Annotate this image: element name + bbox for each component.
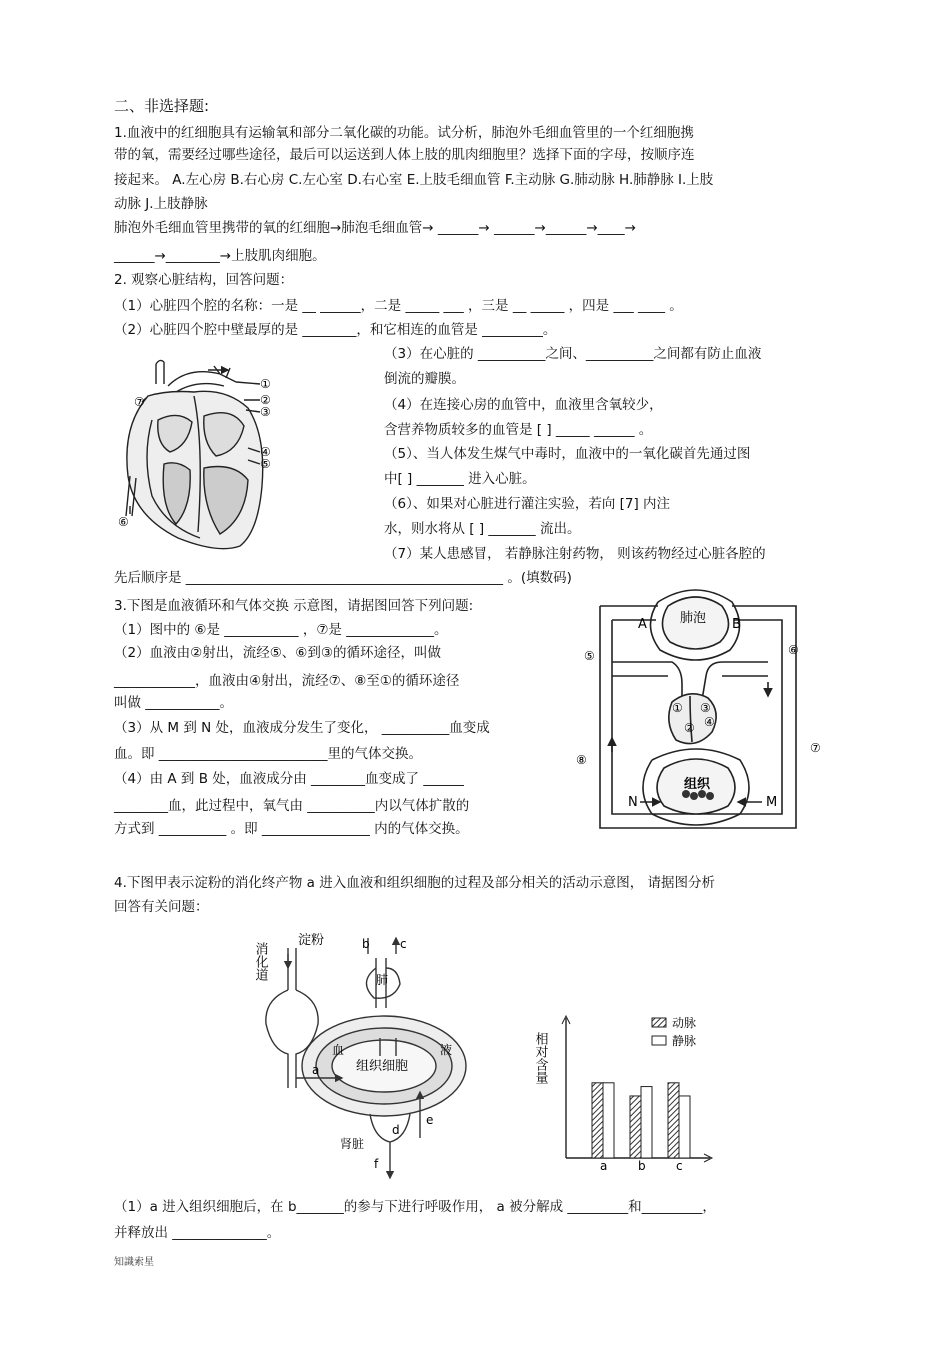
x-tick-b: b bbox=[638, 1159, 646, 1173]
point-n-label: N bbox=[628, 795, 638, 810]
e-label: e bbox=[426, 1113, 434, 1127]
heart-diagram bbox=[108, 356, 288, 561]
q2-line-4: （3）在心脏的 __________之间、__________之间都有防止血液 bbox=[384, 346, 762, 362]
bar-chart bbox=[532, 1012, 716, 1174]
legend-vein-swatch bbox=[652, 1036, 666, 1045]
starch-label: 淀粉 bbox=[298, 933, 325, 948]
q4-line-1: 4.下图甲表示淀粉的消化终产物 a 进入血液和组织细胞的过程及部分相关的活动示意图， 请据图分析 bbox=[114, 875, 716, 891]
blood-label: 血 bbox=[332, 1043, 345, 1057]
circ-label-8: ⑧ bbox=[576, 753, 587, 767]
bar-a-vein bbox=[603, 1083, 614, 1158]
heart-label-5: ⑤ bbox=[260, 457, 271, 471]
tract-label: 消化道 bbox=[252, 942, 268, 981]
q4-line-2: 回答有关问题： bbox=[114, 899, 209, 915]
q2-line-12: （7）某人患感冒， 若静脉注射药物， 则该药物经过心脏各腔的 bbox=[384, 546, 766, 562]
heart-label-7: ⑦ bbox=[134, 395, 145, 409]
f-label: f bbox=[374, 1157, 379, 1171]
q3-line-7: 血。即 _________________________里的气体交换。 bbox=[114, 746, 423, 762]
a-label: a bbox=[312, 1063, 320, 1077]
circ-label-2: ② bbox=[684, 721, 695, 735]
circ-label-1: ① bbox=[672, 701, 683, 715]
q2-line-2: （1）心脏四个腔的名称：一是 __ ______，二是 _____ ___ ，三是 __ _____ ，四是 ___ ____ 。 bbox=[114, 298, 683, 314]
legend-artery: 动脉 bbox=[672, 1016, 697, 1030]
legend-artery-swatch bbox=[652, 1018, 666, 1027]
q3-line-10: 方式到 __________ 。即 ________________ 内的气体交换。 bbox=[114, 821, 469, 837]
q1-line-2: 带的氧，需要经过哪些途径，最后可以运送到人体上肢的肌肉细胞里？选择下面的字母，按顺序连 bbox=[114, 147, 695, 163]
bar-a-artery bbox=[592, 1083, 603, 1158]
q2-line-1: 2. 观察心脏结构，回答问题： bbox=[114, 272, 294, 288]
circ-label-5: ⑤ bbox=[584, 649, 595, 663]
q2-line-11: 水，则水将从 [ ] _______ 流出。 bbox=[384, 521, 581, 537]
bar-b-artery bbox=[630, 1096, 641, 1158]
q3-line-4: ____________，血液由④射出，流经⑦、⑧至①的循环途径 bbox=[114, 673, 460, 689]
q3-line-1: 3.下图是血液循环和气体交换 示意图，请据图回答下列问题: bbox=[114, 598, 474, 614]
heart-label-3: ③ bbox=[260, 405, 271, 419]
circ-label-7: ⑦ bbox=[810, 741, 821, 755]
digestion-diagram bbox=[250, 928, 470, 1186]
q1-line-1: 1.血液中的红细胞具有运输氧和部分二氧化碳的功能。试分析，肺泡外毛细血管里的一个红细胞携 bbox=[114, 125, 694, 141]
x-tick-c: c bbox=[676, 1159, 683, 1173]
y-axis-label: 相对含量 bbox=[532, 1032, 548, 1084]
q3-line-6: （3）从 M 到 N 处，血液成分发生了变化， __________血变成 bbox=[114, 720, 490, 736]
q1-line-5: 肺泡外毛细血管里携带的氧的红细胞→肺泡毛细血管→ ______→ ______→______→____→ bbox=[114, 220, 636, 236]
q3-line-2: （1）图中的 ⑥是 ___________ ，⑦是 _____________。 bbox=[114, 622, 448, 638]
bar-b-vein bbox=[641, 1087, 652, 1158]
alveolus-label: 肺泡 bbox=[680, 611, 707, 626]
q3-line-3: （2）血液由②射出，流经⑤、⑥到③的循环途径，叫做 bbox=[114, 645, 441, 661]
q2-line-13: 先后顺序是 _______________________________________________ 。(填数码) bbox=[114, 570, 572, 586]
q2-line-9: 中[ ] _______ 进入心脏。 bbox=[384, 471, 536, 487]
q4-line-4: 并释放出 ______________。 bbox=[114, 1225, 281, 1241]
q2-line-3: （2）心脏四个腔中壁最厚的是 ________，和它相连的血管是 _________。 bbox=[114, 322, 557, 338]
heart-label-4: ④ bbox=[260, 445, 271, 459]
circ-label-6: ⑥ bbox=[788, 643, 799, 657]
footer-note: 知識索星 bbox=[114, 1257, 154, 1268]
circ-label-4: ④ bbox=[704, 715, 715, 729]
q1-line-4: 动脉 J.上肢静脉 bbox=[114, 196, 208, 212]
point-m-label: M bbox=[766, 795, 778, 810]
heart-label-6: ⑥ bbox=[118, 515, 129, 529]
circulation-diagram bbox=[572, 592, 834, 852]
point-b-label: B bbox=[732, 617, 741, 632]
q1-line-6: ______→________→上肢肌肉细胞。 bbox=[114, 248, 326, 264]
x-tick-a: a bbox=[600, 1159, 608, 1173]
q3-line-8: （4）由 A 到 B 处，血液成分由 ________血变成了 ______ bbox=[114, 771, 464, 787]
cell-label: 组织细胞 bbox=[356, 1059, 409, 1074]
point-a-label: A bbox=[638, 617, 647, 632]
lung-label: 肺 bbox=[376, 973, 389, 987]
fluid-label: 液 bbox=[440, 1043, 453, 1057]
kidney-label: 肾脏 bbox=[340, 1137, 365, 1151]
q2-line-7: 含营养物质较多的血管是 [ ] _____ ______ 。 bbox=[384, 422, 653, 438]
circ-label-3: ③ bbox=[700, 701, 711, 715]
c-label: c bbox=[400, 937, 407, 951]
d-label: d bbox=[392, 1123, 400, 1137]
bar-c-artery bbox=[668, 1083, 679, 1158]
q2-line-5: 倒流的瓣膜。 bbox=[384, 371, 465, 387]
tissue-label: 组织 bbox=[684, 777, 711, 792]
q2-line-8: （5）、当人体发生煤气中毒时，血液中的一氧化碳首先通过图 bbox=[384, 446, 751, 462]
q3-line-9: ________血，此过程中，氧气由 __________内以气体扩散的 bbox=[114, 798, 470, 814]
q1-line-3: 接起来。 A.左心房 B.右心房 C.左心室 D.右心室 E.上肢毛细血管 F.主动脉 G.肺动脉 H.肺静脉 I.上肢 bbox=[114, 172, 714, 188]
section-title: 二、非选择题: bbox=[114, 97, 210, 115]
q2-line-10: （6）、如果对心脏进行灌注实验，若向 [7] 内注 bbox=[384, 496, 671, 512]
heart-label-2: ② bbox=[260, 393, 271, 407]
heart-label-1: ① bbox=[260, 377, 271, 391]
b-label: b bbox=[362, 937, 370, 951]
legend-vein: 静脉 bbox=[672, 1034, 697, 1048]
q2-line-6: （4）在连接心房的血管中，血液里含氧较少， bbox=[384, 397, 663, 413]
q3-line-5: 叫做 ___________。 bbox=[114, 695, 234, 711]
bar-c-vein bbox=[679, 1096, 690, 1158]
q4-line-3: （1）a 进入组织细胞后，在 b_______的参与下进行呼吸作用， a 被分解成 _________和_________， bbox=[114, 1199, 716, 1215]
